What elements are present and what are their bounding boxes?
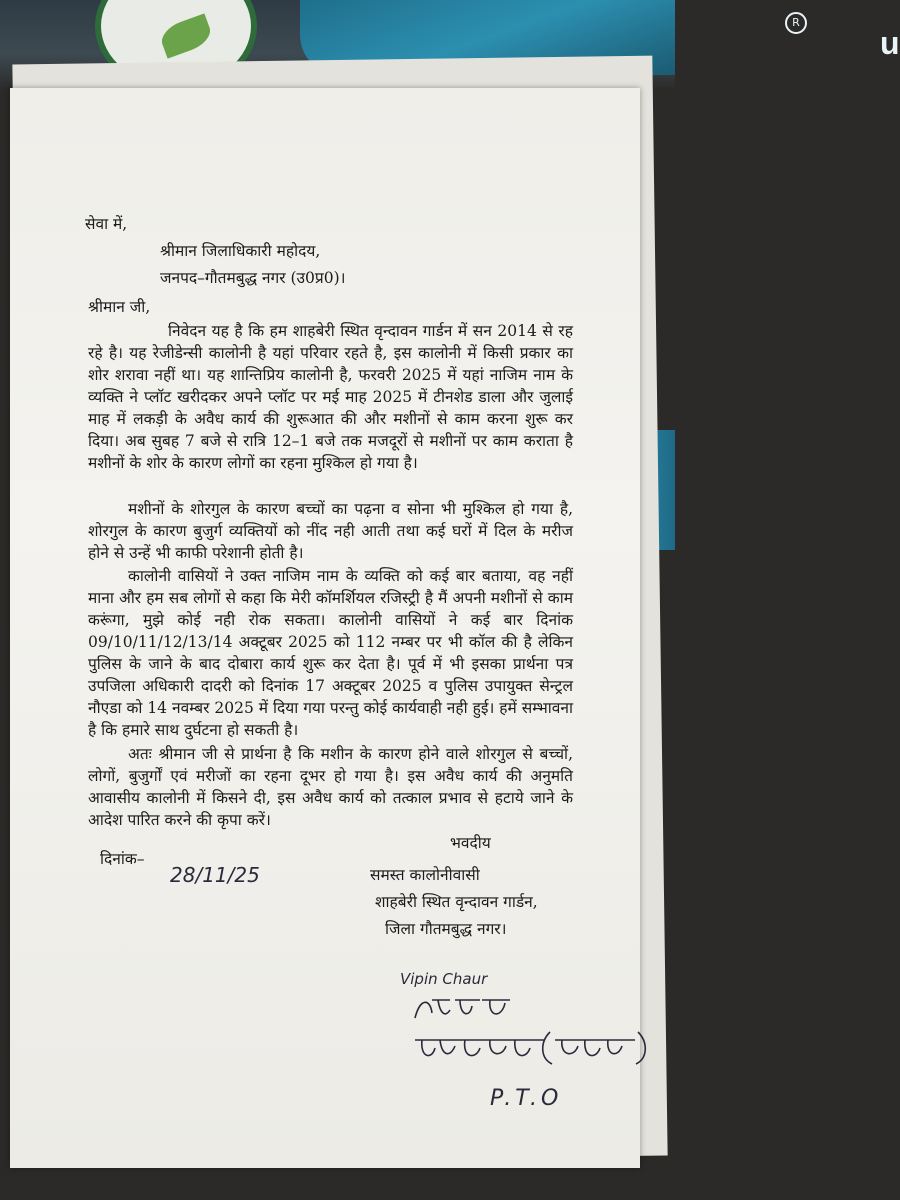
letter-sheet <box>10 88 640 1168</box>
closing: भवदीय <box>450 834 491 852</box>
registered-mark-icon: R <box>785 12 807 34</box>
paragraph-2: मशीनों के शोरगुल के कारण बच्चों का पढ़ना व सोना भी मुश्किल हो गया है, शोरगुल के कारण बुजुर्ग व्यक्तियों को नींद नही आती तथा कई घरों में दिल के मरीज होने से उन्हें भी काफी परेशानी होती है। <box>88 500 573 562</box>
recipient-line2: जनपद–गौतमबुद्ध नगर (उ0प्र0)। <box>160 269 346 287</box>
paragraph-1: निवेदन यह है कि हम शाहबेरी स्थित वृन्दावन गार्डन में सन 2014 से रह रहे है। यह रेजीडेन्सी कालोनी है यहां परिवार रहते है, इस कालोनी में किसी प्रकार का शोर शरावा नहीं था। यह शान्तिप्रिय कालोनी है, फरवरी 2025 में यहां नाजिम नाम के व्यक्ति ने प्लॉट खरीदकर अपने प्लॉट पर मई माह 2025 में टीनशेड डाला और जुलाई माह में लकड़ी के अवैध कार्य की शुरूआत की और मशीनों से काम करना शुरू कर दिया। अब सुबह 7 बजे से रात्रि 12–1 बजे तक मजदूरों से मशीनों पर काम कराता है मशीनों के शोर के कारण लोगों का रहना मुश्किल हो गया है। <box>88 322 573 472</box>
letter-body <box>10 88 640 1168</box>
date-handwritten: 28/11/25 <box>170 863 260 887</box>
bag-logo-letter-icon: u <box>880 25 900 61</box>
sender-line3: जिला गौतमबुद्ध नगर। <box>385 920 507 938</box>
paragraph-4: अतः श्रीमान जी से प्रार्थना है कि मशीन के कारण होने वाले शोरगुल से बच्चों, लोगों, बुजुर्गों एवं मरीजों का रहना दूभर हो गया है। इस अवैध कार्य की अनुमति आवासीय कालोनी में किसने दी, इस अवैध कार्य को तत्काल प्रभाव से हटाये जाने के आदेश पारित करने की कृपा करें। <box>88 745 573 829</box>
pto-note: P.T.O <box>490 1086 563 1111</box>
signature-3 <box>410 1028 650 1068</box>
date-label: दिनांक– <box>100 850 145 868</box>
paragraph-3: कालोनी वासियों ने उक्त नाजिम नाम के व्यक्ति को कई बार बताया, वह नहीं माना और हम सब लोगों से कहा कि मेरी कॉमर्शियल रजिस्ट्री है मैं अपनी मशीनों से काम करूंगा, मुझे कोई नही रोक सकता। कालोनी वासियों ने कई बार दिनांक 09/10/11/12/13/14 अक्टूबर 2025 को 112 नम्बर पर भी कॉल की है लेकिन पुलिस के जाने के बाद दोबारा कार्य शुरू कर देता है। पूर्व में भी इसका प्रार्थना पत्र उपजिला अधिकारी दादरी को दिनांक 17 अक्टूबर 2025 व पुलिस उपायुक्त सेन्ट्रल नौएडा को 14 नवम्बर 2025 में दिया गया परन्तु कोई कार्यवाही नही हुई। हमें सम्भावना है कि हमारे साथ दुर्घटना हो सकती है। <box>88 567 573 739</box>
signature-vipin: Vipin Chaur <box>400 970 488 988</box>
greeting: श्रीमान जी, <box>88 298 151 316</box>
sender-line1: समस्त कालोनीवासी <box>370 866 480 884</box>
leaf-icon <box>157 13 214 58</box>
salutation-to: सेवा में, <box>85 215 128 233</box>
sender-line2: शाहबेरी स्थित वृन्दावन गार्डन, <box>375 893 538 911</box>
signature-2 <box>410 988 520 1028</box>
recipient-line1: श्रीमान जिलाधिकारी महोदय, <box>160 242 321 260</box>
